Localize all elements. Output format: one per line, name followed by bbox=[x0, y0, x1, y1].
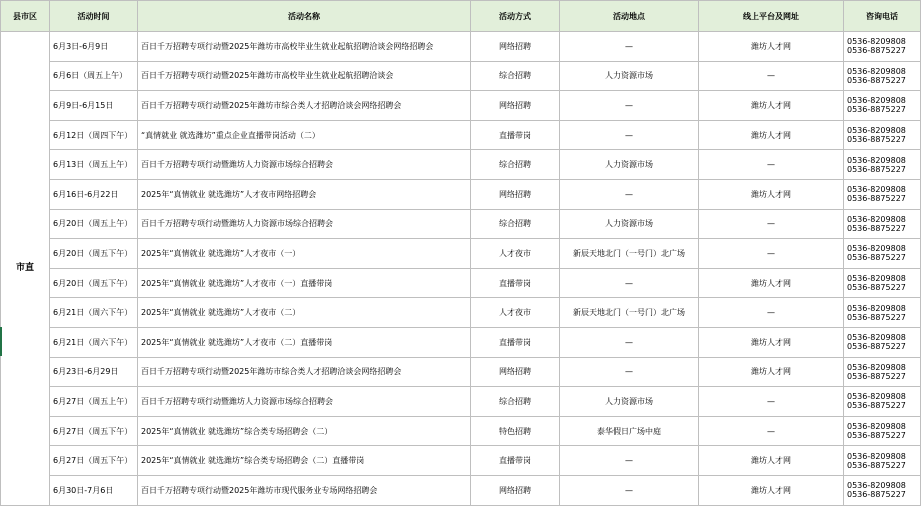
table-row bbox=[1, 475, 921, 505]
header-mode[interactable]: 活动方式 bbox=[471, 1, 560, 32]
table-row bbox=[1, 61, 921, 91]
header-location[interactable]: 活动地点 bbox=[560, 1, 699, 32]
phone-secondary: 0536-8875227 bbox=[847, 460, 906, 470]
time-cell[interactable]: 6月27日（周五上午） bbox=[50, 387, 138, 417]
table-row bbox=[1, 91, 921, 121]
phone-secondary: 0536-8875227 bbox=[847, 105, 906, 115]
location-cell[interactable]: — bbox=[560, 91, 699, 121]
online-cell[interactable]: 潍坊人才网 bbox=[699, 179, 844, 209]
name-cell[interactable]: 2025年“真情就业 就选潍坊”人才夜市（一） bbox=[138, 239, 471, 269]
mode-cell[interactable]: 网络招聘 bbox=[471, 91, 560, 121]
header-district[interactable]: 县市区 bbox=[1, 1, 50, 32]
location-cell[interactable]: 人力资源市场 bbox=[560, 61, 699, 91]
phone-secondary: 0536-8875227 bbox=[847, 164, 906, 174]
mode-cell[interactable]: 人才夜市 bbox=[471, 239, 560, 269]
phone-secondary: 0536-8875227 bbox=[847, 283, 906, 293]
phone-cell[interactable] bbox=[844, 61, 921, 91]
phone-cell[interactable] bbox=[844, 387, 921, 417]
time-cell[interactable]: 6月3日-6月9日 bbox=[50, 32, 138, 62]
mode-cell[interactable]: 直播带岗 bbox=[471, 120, 560, 150]
online-cell[interactable]: 潍坊人才网 bbox=[699, 120, 844, 150]
location-cell[interactable]: 新辰天地北门（一号门）北广场 bbox=[560, 239, 699, 269]
online-cell[interactable]: 潍坊人才网 bbox=[699, 32, 844, 62]
table-row bbox=[1, 150, 921, 180]
time-cell[interactable]: 6月16日-6月22日 bbox=[50, 179, 138, 209]
mode-cell[interactable]: 特色招聘 bbox=[471, 416, 560, 446]
name-cell[interactable]: 2025年“真情就业 就选潍坊”综合类专场招聘会（二） bbox=[138, 416, 471, 446]
online-cell[interactable]: 潍坊人才网 bbox=[699, 91, 844, 121]
header-name[interactable]: 活动名称 bbox=[138, 1, 471, 32]
phone-primary: 0536-8209808 bbox=[847, 126, 906, 136]
phone-primary: 0536-8209808 bbox=[847, 303, 906, 313]
time-cell[interactable]: 6月13日（周五上午） bbox=[50, 150, 138, 180]
mode-cell[interactable]: 人才夜市 bbox=[471, 298, 560, 328]
mode-cell[interactable]: 网络招聘 bbox=[471, 32, 560, 62]
phone-cell[interactable] bbox=[844, 298, 921, 328]
phone-primary: 0536-8209808 bbox=[847, 481, 906, 491]
mode-cell[interactable]: 综合招聘 bbox=[471, 387, 560, 417]
phone-primary: 0536-8209808 bbox=[847, 274, 906, 284]
phone-secondary: 0536-8875227 bbox=[847, 253, 906, 263]
phone-secondary: 0536-8875227 bbox=[847, 135, 906, 145]
phone-secondary: 0536-8875227 bbox=[847, 342, 906, 352]
name-cell[interactable]: 百日千万招聘专项行动暨2025年潍坊市综合类人才招聘洽谈会网络招聘会 bbox=[138, 91, 471, 121]
online-cell[interactable]: — bbox=[699, 150, 844, 180]
mode-cell[interactable]: 综合招聘 bbox=[471, 150, 560, 180]
phone-primary: 0536-8209808 bbox=[847, 155, 906, 165]
name-cell[interactable]: “真情就业 就选潍坊”重点企业直播带岗活动（二） bbox=[138, 120, 471, 150]
location-cell[interactable]: 人力资源市场 bbox=[560, 209, 699, 239]
online-cell[interactable]: 潍坊人才网 bbox=[699, 446, 844, 476]
name-cell[interactable]: 百日千万招聘专项行动暨2025年潍坊市高校毕业生就业起航招聘洽谈会网络招聘会 bbox=[138, 32, 471, 62]
name-cell[interactable]: 百日千万招聘专项行动暨2025年潍坊市高校毕业生就业起航招聘洽谈会 bbox=[138, 61, 471, 91]
phone-secondary: 0536-8875227 bbox=[847, 312, 906, 322]
phone-primary: 0536-8209808 bbox=[847, 422, 906, 432]
phone-primary: 0536-8209808 bbox=[847, 392, 906, 402]
phone-cell[interactable] bbox=[844, 416, 921, 446]
phone-secondary: 0536-8875227 bbox=[847, 371, 906, 381]
table-row bbox=[1, 446, 921, 476]
mode-cell[interactable]: 直播带岗 bbox=[471, 327, 560, 357]
time-cell[interactable]: 6月27日（周五下午） bbox=[50, 446, 138, 476]
online-cell[interactable]: — bbox=[699, 298, 844, 328]
name-cell[interactable]: 2025年“真情就业 就选潍坊”人才夜市（二） bbox=[138, 298, 471, 328]
location-cell[interactable]: — bbox=[560, 179, 699, 209]
header-online[interactable]: 线上平台及网址 bbox=[699, 1, 844, 32]
table-row bbox=[1, 298, 921, 328]
phone-primary: 0536-8209808 bbox=[847, 185, 906, 195]
phone-cell[interactable] bbox=[844, 120, 921, 150]
time-cell[interactable]: 6月21日（周六下午） bbox=[50, 298, 138, 328]
table-row bbox=[1, 32, 921, 62]
name-cell[interactable]: 2025年“真情就业 就选潍坊”人才夜市网络招聘会 bbox=[138, 179, 471, 209]
district-cell[interactable]: 市直 bbox=[1, 32, 50, 506]
phone-cell[interactable] bbox=[844, 209, 921, 239]
table-row bbox=[1, 179, 921, 209]
header-row bbox=[1, 1, 921, 32]
phone-cell[interactable] bbox=[844, 32, 921, 62]
phone-secondary: 0536-8875227 bbox=[847, 431, 906, 441]
phone-cell[interactable] bbox=[844, 91, 921, 121]
mode-cell[interactable]: 直播带岗 bbox=[471, 446, 560, 476]
phone-primary: 0536-8209808 bbox=[847, 214, 906, 224]
online-cell[interactable]: 潍坊人才网 bbox=[699, 268, 844, 298]
name-cell[interactable]: 2025年“真情就业 就选潍坊”人才夜市（二）直播带岗 bbox=[138, 327, 471, 357]
header-phone[interactable]: 咨询电话 bbox=[844, 1, 921, 32]
phone-secondary: 0536-8875227 bbox=[847, 223, 906, 233]
name-cell[interactable]: 百日千万招聘专项行动暨潍坊人力资源市场综合招聘会 bbox=[138, 387, 471, 417]
online-cell[interactable]: — bbox=[699, 209, 844, 239]
location-cell[interactable]: — bbox=[560, 475, 699, 505]
phone-primary: 0536-8209808 bbox=[847, 96, 906, 106]
phone-secondary: 0536-8875227 bbox=[847, 401, 906, 411]
mode-cell[interactable]: 网络招聘 bbox=[471, 475, 560, 505]
online-cell[interactable]: 潍坊人才网 bbox=[699, 357, 844, 387]
table-row bbox=[1, 387, 921, 417]
time-cell[interactable]: 6月30日-7月6日 bbox=[50, 475, 138, 505]
phone-secondary: 0536-8875227 bbox=[847, 490, 906, 500]
mode-cell[interactable]: 综合招聘 bbox=[471, 209, 560, 239]
phone-cell[interactable] bbox=[844, 150, 921, 180]
table-row bbox=[1, 327, 921, 357]
selection-indicator bbox=[0, 327, 2, 356]
location-cell[interactable]: — bbox=[560, 357, 699, 387]
name-cell[interactable]: 百日千万招聘专项行动暨2025年潍坊市现代服务业专场网络招聘会 bbox=[138, 475, 471, 505]
mode-cell[interactable]: 直播带岗 bbox=[471, 268, 560, 298]
table-row bbox=[1, 120, 921, 150]
table-row bbox=[1, 416, 921, 446]
mode-cell[interactable]: 网络招聘 bbox=[471, 357, 560, 387]
table-row bbox=[1, 357, 921, 387]
mode-cell[interactable]: 网络招聘 bbox=[471, 179, 560, 209]
phone-cell[interactable] bbox=[844, 268, 921, 298]
table-row bbox=[1, 209, 921, 239]
phone-primary: 0536-8209808 bbox=[847, 37, 906, 47]
table-row bbox=[1, 239, 921, 269]
time-cell[interactable]: 6月21日（周六下午） bbox=[50, 327, 138, 357]
time-cell[interactable]: 6月20日（周五下午） bbox=[50, 239, 138, 269]
phone-cell[interactable] bbox=[844, 357, 921, 387]
name-cell[interactable]: 百日千万招聘专项行动暨潍坊人力资源市场综合招聘会 bbox=[138, 150, 471, 180]
location-cell[interactable]: — bbox=[560, 327, 699, 357]
phone-cell[interactable] bbox=[844, 327, 921, 357]
name-cell[interactable]: 百日千万招聘专项行动暨2025年潍坊市综合类人才招聘洽谈会网络招聘会 bbox=[138, 357, 471, 387]
time-cell[interactable]: 6月20日（周五上午） bbox=[50, 209, 138, 239]
time-cell[interactable]: 6月9日-6月15日 bbox=[50, 91, 138, 121]
location-cell[interactable]: 人力资源市场 bbox=[560, 150, 699, 180]
phone-secondary: 0536-8875227 bbox=[847, 194, 906, 204]
location-cell[interactable]: 人力资源市场 bbox=[560, 387, 699, 417]
phone-primary: 0536-8209808 bbox=[847, 244, 906, 254]
phone-cell[interactable] bbox=[844, 475, 921, 505]
online-cell[interactable]: — bbox=[699, 387, 844, 417]
phone-secondary: 0536-8875227 bbox=[847, 46, 906, 56]
mode-cell[interactable]: 综合招聘 bbox=[471, 61, 560, 91]
phone-cell[interactable] bbox=[844, 179, 921, 209]
location-cell[interactable]: 泰华假日广场中庭 bbox=[560, 416, 699, 446]
name-cell[interactable]: 百日千万招聘专项行动暨潍坊人力资源市场综合招聘会 bbox=[138, 209, 471, 239]
phone-primary: 0536-8209808 bbox=[847, 451, 906, 461]
phone-cell[interactable] bbox=[844, 239, 921, 269]
location-cell[interactable]: — bbox=[560, 268, 699, 298]
online-cell[interactable]: — bbox=[699, 61, 844, 91]
location-cell[interactable]: 新辰天地北门（一号门）北广场 bbox=[560, 298, 699, 328]
phone-primary: 0536-8209808 bbox=[847, 333, 906, 343]
table-row bbox=[1, 268, 921, 298]
name-cell[interactable]: 2025年“真情就业 就选潍坊”人才夜市（一）直播带岗 bbox=[138, 268, 471, 298]
location-cell[interactable]: — bbox=[560, 446, 699, 476]
header-time[interactable]: 活动时间 bbox=[50, 1, 138, 32]
time-cell[interactable]: 6月27日（周五下午） bbox=[50, 416, 138, 446]
online-cell[interactable]: 潍坊人才网 bbox=[699, 327, 844, 357]
time-cell[interactable]: 6月20日（周五下午） bbox=[50, 268, 138, 298]
online-cell[interactable]: 潍坊人才网 bbox=[699, 475, 844, 505]
online-cell[interactable]: — bbox=[699, 416, 844, 446]
phone-secondary: 0536-8875227 bbox=[847, 75, 906, 85]
location-cell[interactable]: — bbox=[560, 32, 699, 62]
phone-primary: 0536-8209808 bbox=[847, 66, 906, 76]
time-cell[interactable]: 6月23日-6月29日 bbox=[50, 357, 138, 387]
time-cell[interactable]: 6月6日（周五上午） bbox=[50, 61, 138, 91]
phone-primary: 0536-8209808 bbox=[847, 362, 906, 372]
time-cell[interactable]: 6月12日（周四下午） bbox=[50, 120, 138, 150]
phone-cell[interactable] bbox=[844, 446, 921, 476]
location-cell[interactable]: — bbox=[560, 120, 699, 150]
online-cell[interactable]: — bbox=[699, 239, 844, 269]
name-cell[interactable]: 2025年“真情就业 就选潍坊”综合类专场招聘会（二）直播带岗 bbox=[138, 446, 471, 476]
